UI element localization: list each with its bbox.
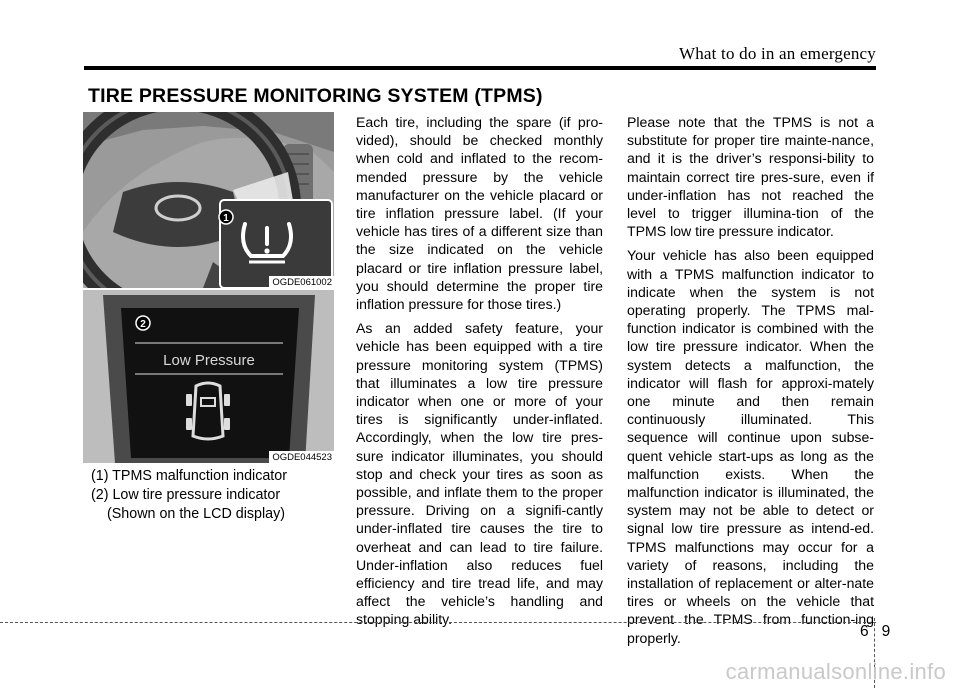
- header-rule: [84, 66, 876, 70]
- figure-lcd-display: [83, 290, 334, 463]
- body-column-2: [356, 113, 603, 635]
- running-header: What to do in an emergency: [678, 44, 876, 63]
- lcd-display-illustration: [83, 290, 334, 463]
- callout-2-label: 2: [140, 319, 146, 330]
- paragraph-1: Each tire, including the spare (if pro-vided), should be checked monthly when cold and inflated to the recom-mended pressure by the vehicle manufacturer on the vehicle placard or tire inflation pressure label. (If your vehicle has tires of a different size than the size indicated on the vehicle placard or tire inflation pressure label, you should determine the proper tire inflation pressure for those tires.): [356, 114, 603, 313]
- paragraph-3: Please note that the TPMS is not a substitute for proper tire mainte-nance, and it is the driver’s responsi-bility to maintain correct tire pres-sure, even if under-inflation has not reached the level to trigger illumina-tion of the TPMS low tire pressure indicator.: [627, 114, 874, 240]
- body-column-3: [627, 113, 874, 653]
- chapter-number: 6: [860, 623, 870, 640]
- figure-captions: [91, 467, 331, 524]
- figure-code: OGDE061002: [269, 276, 334, 288]
- footer-dashed-rule: [0, 622, 876, 623]
- paragraph-2: As an added safety feature, your vehicle has been equipped with a tire pressure monitoring system (TPMS) that illuminates a low tire pressure indicator when one or more of your tires is significantly under-inflated. Accordingly, when the low tire pres-sure indicator illuminates, you should stop and check your tires as soon as possible, and inflate them to the proper pressure. Driving on a signifi-cantly under-inflated tire causes the tire to overheat and can lead to tire failure. Under-inflation also reduces fuel efficiency and tire tread life, and may affect the vehicle’s handling and stopping ability.: [356, 320, 603, 628]
- section-title: TIRE PRESSURE MONITORING SYSTEM (TPMS): [88, 85, 543, 107]
- page-number: [860, 623, 891, 641]
- caption-item-2: (2) Low tire pressure indicator: [91, 487, 281, 503]
- page-index: 9: [881, 623, 892, 640]
- low-pressure-message: Low Pressure: [163, 352, 255, 369]
- callout-1-label: 1: [223, 213, 229, 224]
- figure-steering-wheel: [83, 112, 334, 288]
- watermark: carmanualsonline.info: [725, 659, 946, 684]
- steering-wheel-illustration: [83, 112, 334, 288]
- caption-item-1: (1) TPMS malfunction indicator: [91, 468, 287, 484]
- caption-item-2-sub: (Shown on the LCD display): [107, 506, 286, 522]
- figure-code: OGDE044523: [269, 451, 334, 463]
- paragraph-4: Your vehicle has also been equipped with a TPMS malfunction indicator to indicate when the system is not operating properly. The TPMS mal-function indicator is combined with the low tire pressure indicator. When the system detects a malfunction, the indicator will flash for approxi-mately one minute and then remain continuously illuminated. This sequence will continue upon subse-quent vehicle start-ups as long as the malfunction exists. When the malfunction indicator is illuminated, the system may not be able to detect or signal low tire pressure as intend-ed. TPMS malfunctions may occur for a variety of reasons, including the installation of replacement or alter-nate tires or wheels on the vehicle that prevent the TPMS from function-ing properly.: [627, 247, 874, 646]
